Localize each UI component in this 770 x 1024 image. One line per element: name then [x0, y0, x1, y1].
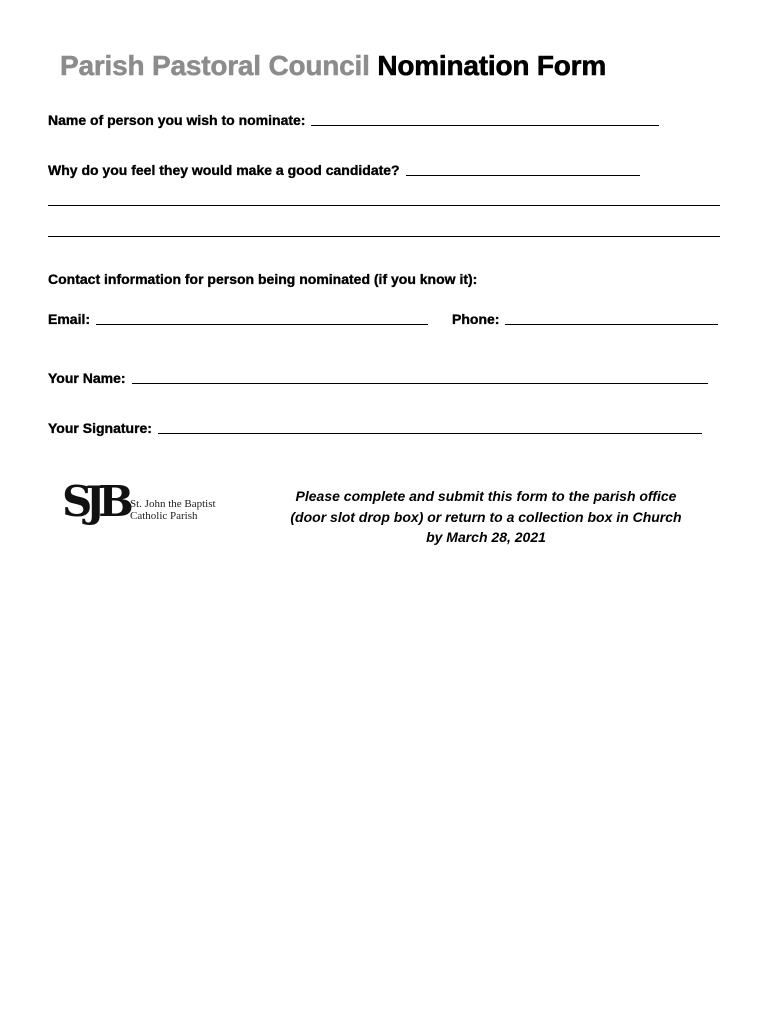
submission-instructions — [276, 486, 696, 548]
nominee-field[interactable] — [311, 125, 659, 126]
your-name-label: Your Name: — [48, 370, 126, 386]
parish-logo — [62, 478, 242, 528]
reason-field[interactable] — [406, 175, 640, 176]
contact-heading: Contact information for person being nominated (if you know it): — [48, 271, 478, 287]
logo-mark: SJB — [62, 477, 127, 526]
phone-field[interactable] — [505, 324, 718, 325]
logo-text — [130, 498, 216, 522]
reason-label: Why do you feel they would make a good candidate? — [48, 162, 400, 178]
phone-label: Phone: — [452, 311, 500, 327]
logo-line-1: St. John the Baptist — [130, 498, 216, 510]
phone-row — [452, 311, 718, 327]
reason-line-3[interactable] — [48, 236, 720, 237]
email-label: Email: — [48, 311, 91, 327]
your-name-field[interactable] — [132, 383, 708, 384]
title-part-nomination: Nomination Form — [377, 50, 607, 81]
nominee-label: Name of person you wish to nominate: — [48, 112, 306, 128]
title-part-council: Parish Pastoral Council — [60, 50, 370, 81]
instructions-line-3: by March 28, 2021 — [426, 529, 546, 545]
instructions-line-2: (door slot drop box) or return to a collection box in Church — [290, 508, 682, 525]
nominee-row — [48, 112, 659, 128]
signature-row — [48, 420, 702, 436]
reason-line-2[interactable] — [48, 205, 720, 206]
contact-heading-row — [48, 271, 483, 287]
signature-label: Your Signature: — [48, 420, 152, 436]
instructions-line-1: Please complete and submit this form to the parish office — [295, 488, 677, 504]
email-row — [48, 311, 428, 327]
email-field[interactable] — [96, 324, 428, 325]
your-name-row — [48, 370, 708, 386]
reason-row — [48, 162, 640, 178]
form-title — [60, 50, 606, 82]
signature-field[interactable] — [158, 433, 702, 434]
logo-line-2: Catholic Parish — [130, 510, 198, 522]
